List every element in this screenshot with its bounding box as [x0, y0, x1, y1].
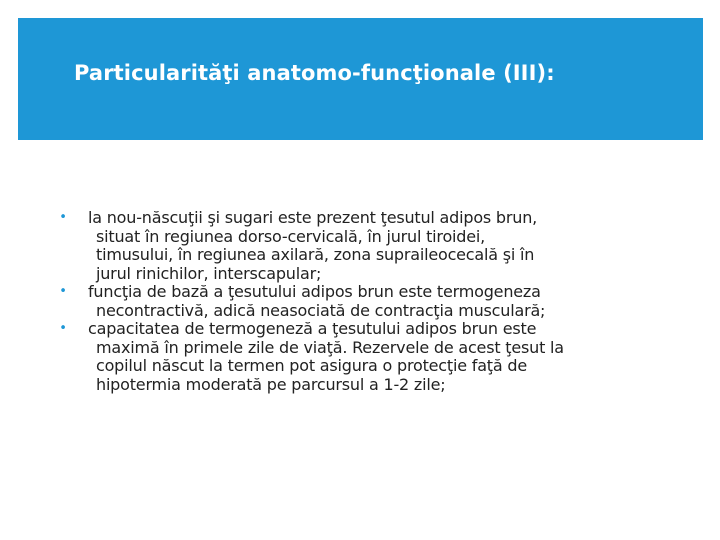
bullet-line: copilul născut la termen pot asigura o protecţie faţă de: [96, 356, 527, 375]
bullet-icon: •: [59, 284, 67, 299]
bullet-line: funcţia de bază a ţesutului adipos brun este termogeneza: [88, 282, 541, 301]
bullet-item-3: [56, 320, 656, 394]
bullet-line: timusului, în regiunea axilară, zona suprailеocecală şi în: [96, 245, 535, 264]
bullet-icon: •: [59, 210, 67, 225]
bullet-list: [56, 209, 656, 394]
title-band: [18, 18, 703, 140]
bullet-item-1: [56, 209, 656, 283]
bullet-line: maximă în primele zile de viaţă. Rezervele de acest ţesut la: [96, 337, 564, 357]
bullet-icon: •: [59, 321, 67, 336]
bullet-line: jurul rinichilor, interscapular;: [96, 263, 322, 283]
bullet-item-2: [56, 283, 656, 320]
bullet-line: la nou-născuţii şi sugari este prezent ţesutul adipos brun,: [88, 208, 538, 227]
bullet-line: necontractivă, adică neasociată de contracţia musculară;: [96, 300, 546, 320]
slide-content: [56, 209, 656, 394]
slide-title: Particularităţi anatomo-funcţionale (III):: [74, 61, 555, 85]
bullet-line: hipotermia moderată pe parcursul a 1-2 zile;: [96, 374, 446, 394]
bullet-line: situat în regiunea dorso-cervicală, în jurul tiroidei,: [96, 226, 486, 246]
bullet-line: capacitatea de termogeneză a ţesutului adipos brun este: [88, 319, 537, 338]
